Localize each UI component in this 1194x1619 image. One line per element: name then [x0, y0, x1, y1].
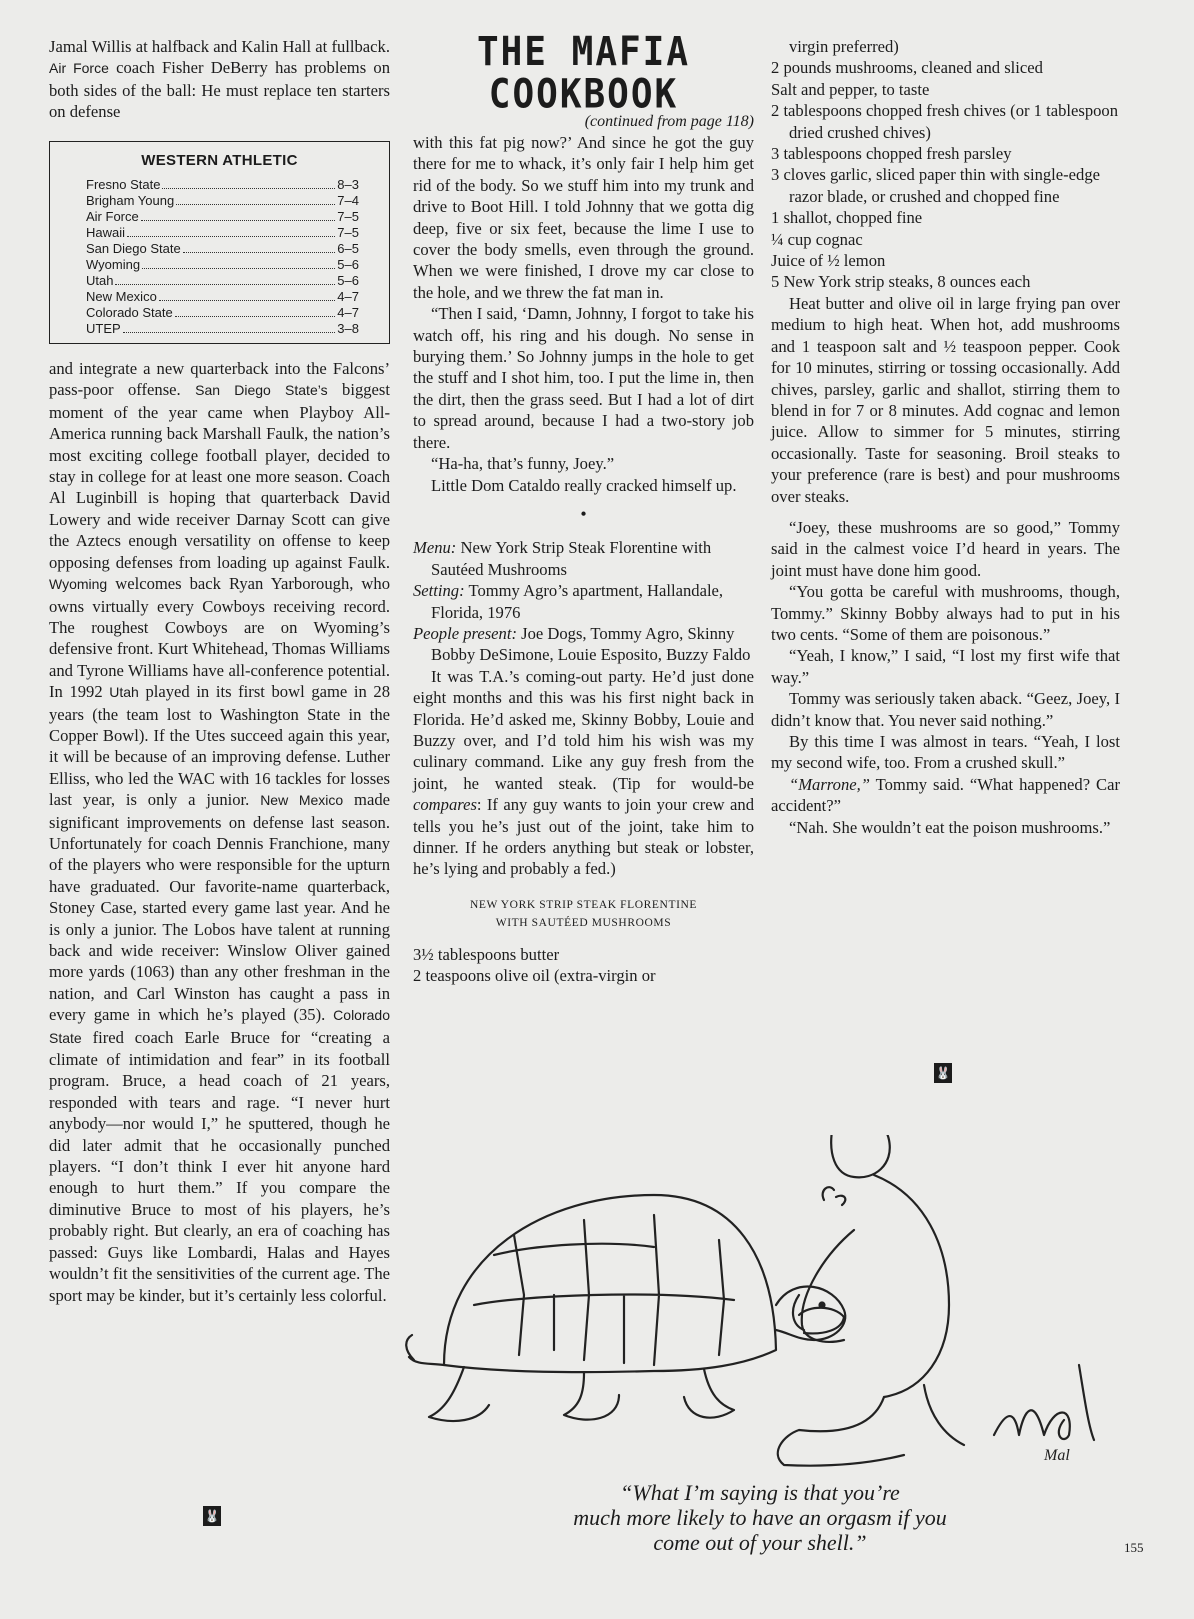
team-record: 7–5: [337, 225, 359, 241]
story-paragraph: “Joey, these mushrooms are so good,” Tommy said in the calmest voice I’d heard in years. The joint must have done him good.: [771, 517, 1120, 580]
man-body: [793, 1175, 949, 1397]
text-run: welcomes back Ryan Yarborough, who owns virtually every Cowboys receiving record. The roughest Cowboys are on Wyoming’s defensive front. Kurt Whitehead, Thomas Williams and Tyrone Williams have all-conference potential. In 1992: [49, 574, 390, 702]
team-name: Air Force: [49, 60, 109, 77]
turtle-legs: [406, 1335, 734, 1421]
ingredient-line: 3 cloves garlic, sliced paper thin with single-edge razor blade, or crushed and chopped fine: [771, 165, 1101, 206]
team-name: Wyoming: [49, 576, 108, 593]
standings-row: [50, 193, 389, 209]
team-name: Wyoming: [86, 257, 141, 273]
page-number: 155: [1124, 1540, 1144, 1555]
standings-table: [49, 141, 390, 344]
ingredient-line: 1 shallot, chopped fine: [771, 208, 923, 228]
team-name: Utah: [109, 684, 139, 701]
standings-row: [50, 225, 389, 241]
text-run: fired coach Earle Bruce for “creating a climate of intimidation and fear” in its football program. Bruce, a head coach of 21 years, responded with tears and rage. “I never hurt anybody—nor would I,” he sputtered, though he did later admit that he occasionally punched players. “I don’t think I ever hit anyone hard enough to hurt them.” If you compare the diminutive Bruce to most of his players, he’s probably right. But clearly, an era of coaching has passed: Guys like Lombardi, Halas and Hayes wouldn’t fit the sensitivities of the current age. The sport may be kinder, but it’s certainly less colorful.: [49, 1027, 390, 1305]
story-paragraph: “Nah. She wouldn’t eat the poison mushrooms.”: [789, 817, 1111, 837]
team-record: 5–6: [337, 257, 359, 273]
team-record: 6–5: [337, 241, 359, 257]
standings-row: [50, 177, 389, 193]
ingredient-line: ¼ cup cognac: [771, 229, 863, 249]
text-run: played in its first bowl game in 28 years (the team lost to Washington State in the Copper Bowl). If the Utes succeed again this year, it will be because of an improving defense. Luther Elliss, who led the WAC with 16 tackles for losses last year, is only a junior.: [49, 682, 391, 810]
body-paragraph: [49, 358, 390, 1306]
playboy-bunny-icon: 🐰: [203, 1506, 221, 1526]
text-run: made significant improvements on defense last season. Unfortunately for coach Dennis Franchione, many of the players who were responsible for the upturn have graduated. Our favorite-name quarterback, Stoney Case, started every game last year. And he is only a junior. The Lobos have talent at running back and wide receiver: Winslow Oliver gained more yards (1063) than any other freshman in the nation, and Carl Winston has caught a pass in every game in which he’s played (35).: [49, 790, 390, 1025]
ingredient-line: Salt and pepper, to taste: [771, 79, 930, 99]
signature: Mal: [1044, 1447, 1070, 1464]
team-name: New Mexico: [260, 792, 344, 809]
recipe-title: NEW YORK STRIP STEAK FLORENTINE WITH SAUTÉED MUSHROOMS: [469, 898, 698, 929]
cartoon-caption: “What I’m saying is that you’re much more likely to have an orgasm if you come out of your shell.”: [573, 1480, 947, 1555]
text-run: Jamal Willis at halfback and Kalin Hall at fullback.: [49, 37, 390, 56]
ingredient-line: 2 pounds mushrooms, cleaned and sliced: [771, 58, 1043, 78]
dot-leader: [115, 273, 335, 285]
standings-title: WESTERN ATHLETIC: [141, 151, 298, 169]
ingredient-line: 5 New York strip steaks, 8 ounces each: [771, 272, 1031, 292]
team-name: San Diego State’s: [195, 382, 328, 399]
ingredient-line: 2 teaspoons olive oil (extra-virgin or: [413, 966, 656, 986]
team-name: Brigham Young: [86, 193, 175, 209]
story-paragraph: Tommy was seriously taken aback. “Geez, Joey, I didn’t know that. You never said nothing.”: [771, 689, 1120, 730]
team-name: New Mexico: [86, 289, 157, 305]
standings-rows: [50, 177, 389, 337]
story-paragraphs: [771, 293, 1120, 774]
story-paragraph: By this time I was almost in tears. “Yeah, I lost my second wife, too. From a crushed skull.”: [771, 732, 1120, 773]
cookbook-column: [413, 29, 754, 987]
dot-leader: [183, 241, 336, 253]
ingredient-line: 3½ tablespoons butter: [413, 944, 560, 964]
team-record: 4–7: [337, 289, 359, 305]
turtle-shell: [444, 1195, 776, 1372]
team-record: 8–3: [337, 177, 359, 193]
standings-row: [50, 273, 389, 289]
turtle-head: [776, 1286, 845, 1340]
section-bullet: •: [580, 503, 587, 524]
standings-row: [50, 305, 389, 321]
team-name: Utah: [86, 273, 114, 289]
team-record: 7–5: [337, 209, 359, 225]
dot-leader: [141, 209, 336, 221]
playboy-bunny-icon: 🐰: [934, 1063, 952, 1083]
man-head: [831, 1135, 890, 1177]
team-name: San Diego State: [86, 241, 181, 257]
story-paragraph: It was T.A.’s coming-out party. He’d just done eight months and this was his first night back in Florida. He’d asked me, Skinny Bobby, Louie and Buzzy over, and I’d told him his wish was my culinary command. Like any guy fresh from the joint, he wanted steak. (Tip for would-be compares: If any guy wants to join your crew and tells you he’s just out of the joint, take him to dinner. If he orders anything but steak or lobster, he’s lying and probably a fed.): [413, 666, 754, 879]
team-name: Colorado State: [49, 1007, 390, 1046]
man-face: [823, 1187, 846, 1205]
recipe-column: [771, 36, 1120, 838]
ingredient-line: 2 tablespoons chopped fresh chives (or 1 tablespoon dried crushed chives): [771, 101, 1119, 142]
story-paragraph: “Ha-ha, that’s funny, Joey.”: [431, 454, 615, 474]
team-name: Fresno State: [86, 177, 161, 193]
cartoon-illustration: [404, 1135, 1124, 1470]
story-paragraph: “Marrone,” Tommy said. “What happened? Car accident?”: [771, 774, 1120, 816]
intro-paragraph: [49, 36, 390, 123]
setting-line: Setting: Tommy Agro’s apartment, Hallandale, Florida, 1976: [413, 581, 724, 622]
standings-row: [50, 321, 389, 337]
dot-leader: [175, 305, 336, 317]
team-name: UTEP: [86, 321, 121, 337]
man-hand: [799, 1308, 844, 1334]
text-run: coach Fisher DeBerry has problems on both sides of the ball: He must replace ten starters on defense: [49, 58, 390, 122]
dot-leader: [127, 225, 335, 237]
story-paragraph: Little Dom Cataldo really cracked himself up.: [431, 475, 737, 495]
ingredient-line: Juice of ½ lemon: [771, 251, 886, 271]
ingredient-line: virgin preferred): [789, 37, 899, 56]
sports-column: [49, 36, 390, 1306]
story-paragraph: “You gotta be careful with mushrooms, though, Tommy.” Skinny Bobby always had to put in his two cents. “Some of them are poisonous.”: [771, 582, 1120, 644]
recipe-instructions: Heat butter and olive oil in large frying pan over medium to high heat. When hot, add mushrooms and 1 teaspoon salt and ½ teaspoon pepper. Cook for 10 minutes, stirring or tossing occasionally. Add chives, parsley, garlic and shallot, stirring them to blend in for 7 or 8 minutes. Add cognac and lemon juice. Allow to simmer for 5 minutes, stirring occasionally. Taste for seasoning. Broil steaks to your preference (rare is best) and pour mushrooms over steaks.: [771, 293, 1120, 506]
dot-leader: [123, 321, 336, 333]
standings-row: [50, 257, 389, 273]
dot-leader: [159, 289, 336, 301]
text-run: biggest moment of the year came when Playboy All-America running back Marshall Faulk, the nation’s most exciting college football player, decided to stay in college for at least one more season. Coach Al Luginbill is hoping that quarterback David Lowery and wide receiver Darnay Scott can give the Aztecs enough versatility on offense to keep opposing defenses from loading up against Faulk.: [49, 380, 390, 572]
man-legs: [778, 1385, 964, 1466]
team-record: 7–4: [337, 193, 359, 209]
article-headline: THE MAFIA COOKBOOK: [476, 29, 691, 118]
story-paragraph: with this fat pig now?’ And since he got the guy there for me to whack, it’s only fair I help him get rid of the body. So we stuff him into my trunk and drive to Boot Hill. I told Johnny that we gotta dig deep, five or six feet, because the lime I use to cover the body smells, even through the ground. When we were finished, I drove my car close to the hole, and we threw the fat man in.: [413, 133, 754, 302]
dot-leader: [162, 177, 335, 189]
shell-plates: [474, 1215, 734, 1365]
people-line: People present: Joe Dogs, Tommy Agro, Skinny Bobby DeSimone, Louie Esposito, Buzzy Faldo: [413, 623, 751, 665]
standings-row: [50, 209, 389, 225]
text-run: and integrate a new quarterback into the Falcons’ pass-poor offense.: [49, 359, 390, 400]
ingredient-list: [771, 36, 1120, 293]
team-name: Hawaii: [86, 225, 126, 241]
team-record: 5–6: [337, 273, 359, 289]
standings-row: [50, 289, 389, 305]
signature-mark: [994, 1365, 1094, 1440]
team-record: 3–8: [337, 321, 359, 337]
standings-row: [50, 241, 389, 257]
continued-note: (continued from page 118): [584, 113, 754, 130]
story-paragraph: “Yeah, I know,” I said, “I lost my first wife that way.”: [771, 646, 1120, 687]
menu-line: Menu: New York Strip Steak Florentine with Sautéed Mushrooms: [413, 538, 712, 579]
team-name: Air Force: [86, 209, 139, 225]
team-name: Colorado State: [86, 305, 173, 321]
story-paragraph: “Then I said, ‘Damn, Johnny, I forgot to take his watch off, his ring and his dough. No sense in burying them.’ So Johnny jumps in the hole to get the stuff and I shot him, too. I put the lime in, then the dirt, then the grass seed. But I had a lot of dirt to spread around, because I had a two-story job there.: [413, 304, 754, 452]
team-record: 4–7: [337, 305, 359, 321]
ingredient-line: 3 tablespoons chopped fresh parsley: [771, 144, 1012, 164]
dot-leader: [176, 193, 335, 205]
dot-leader: [142, 257, 335, 269]
